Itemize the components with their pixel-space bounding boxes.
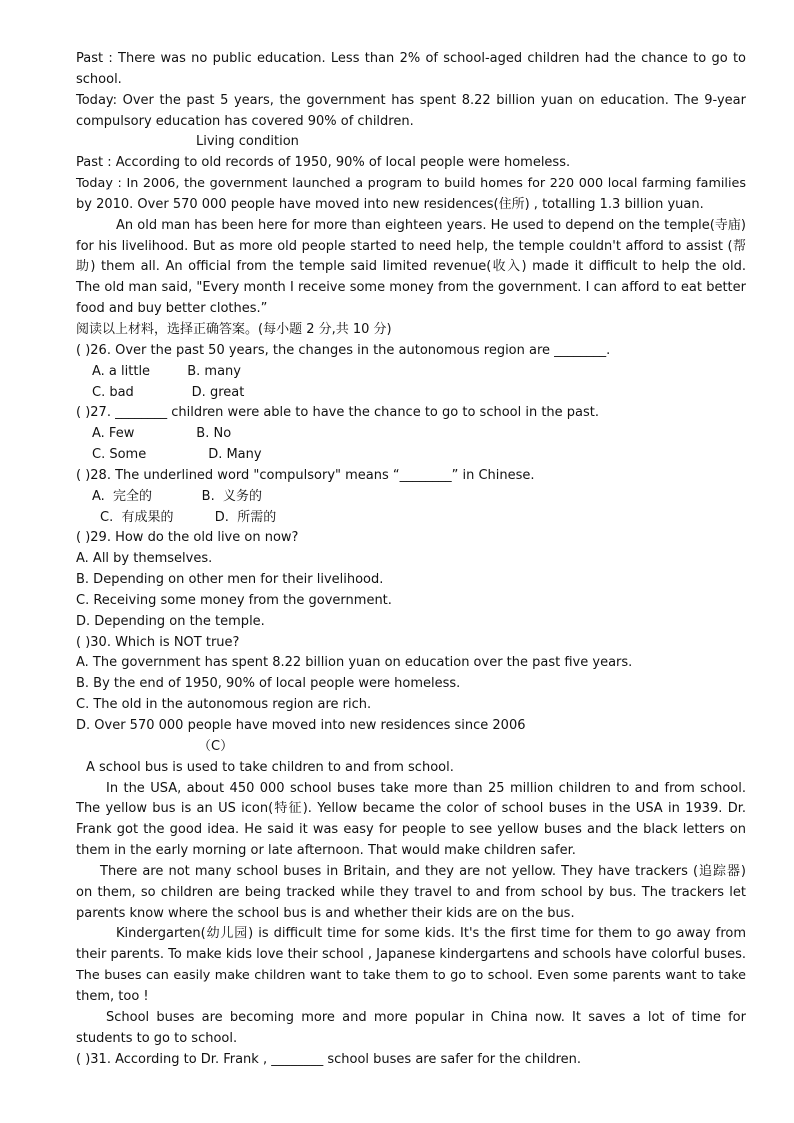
option-a: A. All by themselves.: [76, 551, 213, 567]
text-line: School buses are becoming more and more popular in China now. It saves a lot of time for: [106, 1009, 746, 1025]
text-line: students to go to school.: [76, 1030, 238, 1046]
text-line: The yellow bus is an US icon(特征). Yellow became the color of school buses in the USA in 1939. Dr.: [76, 801, 746, 817]
text-line: parents know where the school bus is and whether their kids are on the bus.: [76, 905, 575, 921]
question-27: ( )27. ________ children were able to have the chance to go to school in the past.: [76, 405, 600, 421]
text-line: In the USA, about 450 000 school buses take more than 25 million children to and from school.: [106, 780, 746, 796]
option-d: D. Depending on the temple.: [76, 613, 265, 629]
text-line: The old man said, "Every month I receive some money from the government. I can afford to eat better: [76, 280, 746, 296]
text-line: Today: Over the past 5 years, the government has spent 8.22 billion yuan on education. The 9-year: [76, 92, 746, 108]
question-29: ( )29. How do the old live on now?: [76, 530, 299, 546]
text-line: by 2010. Over 570 000 people have moved into new residences(住所) , totalling 1.3 billion yuan.: [76, 196, 704, 212]
text-line: Kindergarten(幼儿园) is difficult time for some kids. It's the first time for them to go away from: [116, 926, 746, 942]
options-line: C. Some D. Many: [92, 447, 262, 463]
question-28: ( )28. The underlined word "compulsory" means “________” in Chinese.: [76, 467, 535, 483]
options-line: C. bad D. great: [92, 384, 245, 400]
option-a: A. The government has spent 8.22 billion yuan on education over the past five years.: [76, 655, 633, 671]
section-heading-c: （C）: [198, 738, 234, 754]
text-line: 助) them all. An official from the temple said limited revenue(收入) made it difficult to help the old.: [76, 259, 746, 275]
options-line: A. Few B. No: [92, 426, 232, 442]
text-line: Past : According to old records of 1950, 90% of local people were homeless.: [76, 155, 571, 171]
option-c: C. Receiving some money from the government.: [76, 592, 392, 608]
text-line: them, too !: [76, 988, 149, 1004]
text-line: A school bus is used to take children to and from school.: [86, 759, 454, 775]
option-b: B. By the end of 1950, 90% of local people were homeless.: [76, 676, 461, 692]
option-b: B. Depending on other men for their livelihood.: [76, 572, 384, 588]
options-line: A. 完全的 B. 义务的: [92, 488, 262, 504]
question-30: ( )30. Which is NOT true?: [76, 634, 240, 650]
question-31: ( )31. According to Dr. Frank , ________ school buses are safer for the children.: [76, 1051, 582, 1067]
section-heading-living-condition: Living condition: [196, 134, 299, 150]
text-line: food and buy better clothes.”: [76, 301, 268, 317]
option-c: C. The old in the autonomous region are rich.: [76, 697, 372, 713]
text-line: Past : There was no public education. Less than 2% of school-aged children had the chance to go to: [76, 51, 746, 66]
instructions: 阅读以上材料，选择正确答案。(每小题 2 分,共 10 分): [76, 321, 392, 337]
text-line: There are not many school buses in Britain, and they are not yellow. They have trackers (追踪器): [100, 863, 746, 879]
text-line: them in the early morning or late afternoon. That would make children safer.: [76, 843, 576, 859]
text-line: compulsory education has covered 90% of children.: [76, 113, 414, 129]
document-page: [76, 49, 746, 1070]
text-line: on them, so children are being tracked while they travel to and from school by bus. The trackers let: [76, 884, 746, 900]
text-line: their parents. To make kids love their school , Japanese kindergartens and schools have colorful buses.: [76, 947, 746, 963]
text-line: school.: [76, 71, 122, 87]
text-line: The buses can easily make children want to take them to go to school. Even some parents want to take: [76, 968, 746, 984]
text-line: An old man has been here for more than eighteen years. He used to depend on the temple(寺庙): [116, 217, 746, 233]
text-line: for his livelihood. But as more old people started to need help, the temple couldn't afford to assist (帮: [76, 238, 746, 254]
question-26: ( )26. Over the past 50 years, the changes in the autonomous region are ________.: [76, 342, 611, 358]
options-line: C. 有成果的 D. 所需的: [100, 509, 277, 525]
text-line: Frank got the good idea. He said it was easy for people to see yellow buses and the black letters on: [76, 822, 746, 838]
option-d: D. Over 570 000 people have moved into new residences since 2006: [76, 718, 526, 733]
text-line: Today : In 2006, the government launched a program to build homes for 220 000 local farming families: [76, 176, 746, 192]
options-line: A. a little B. many: [92, 363, 241, 379]
